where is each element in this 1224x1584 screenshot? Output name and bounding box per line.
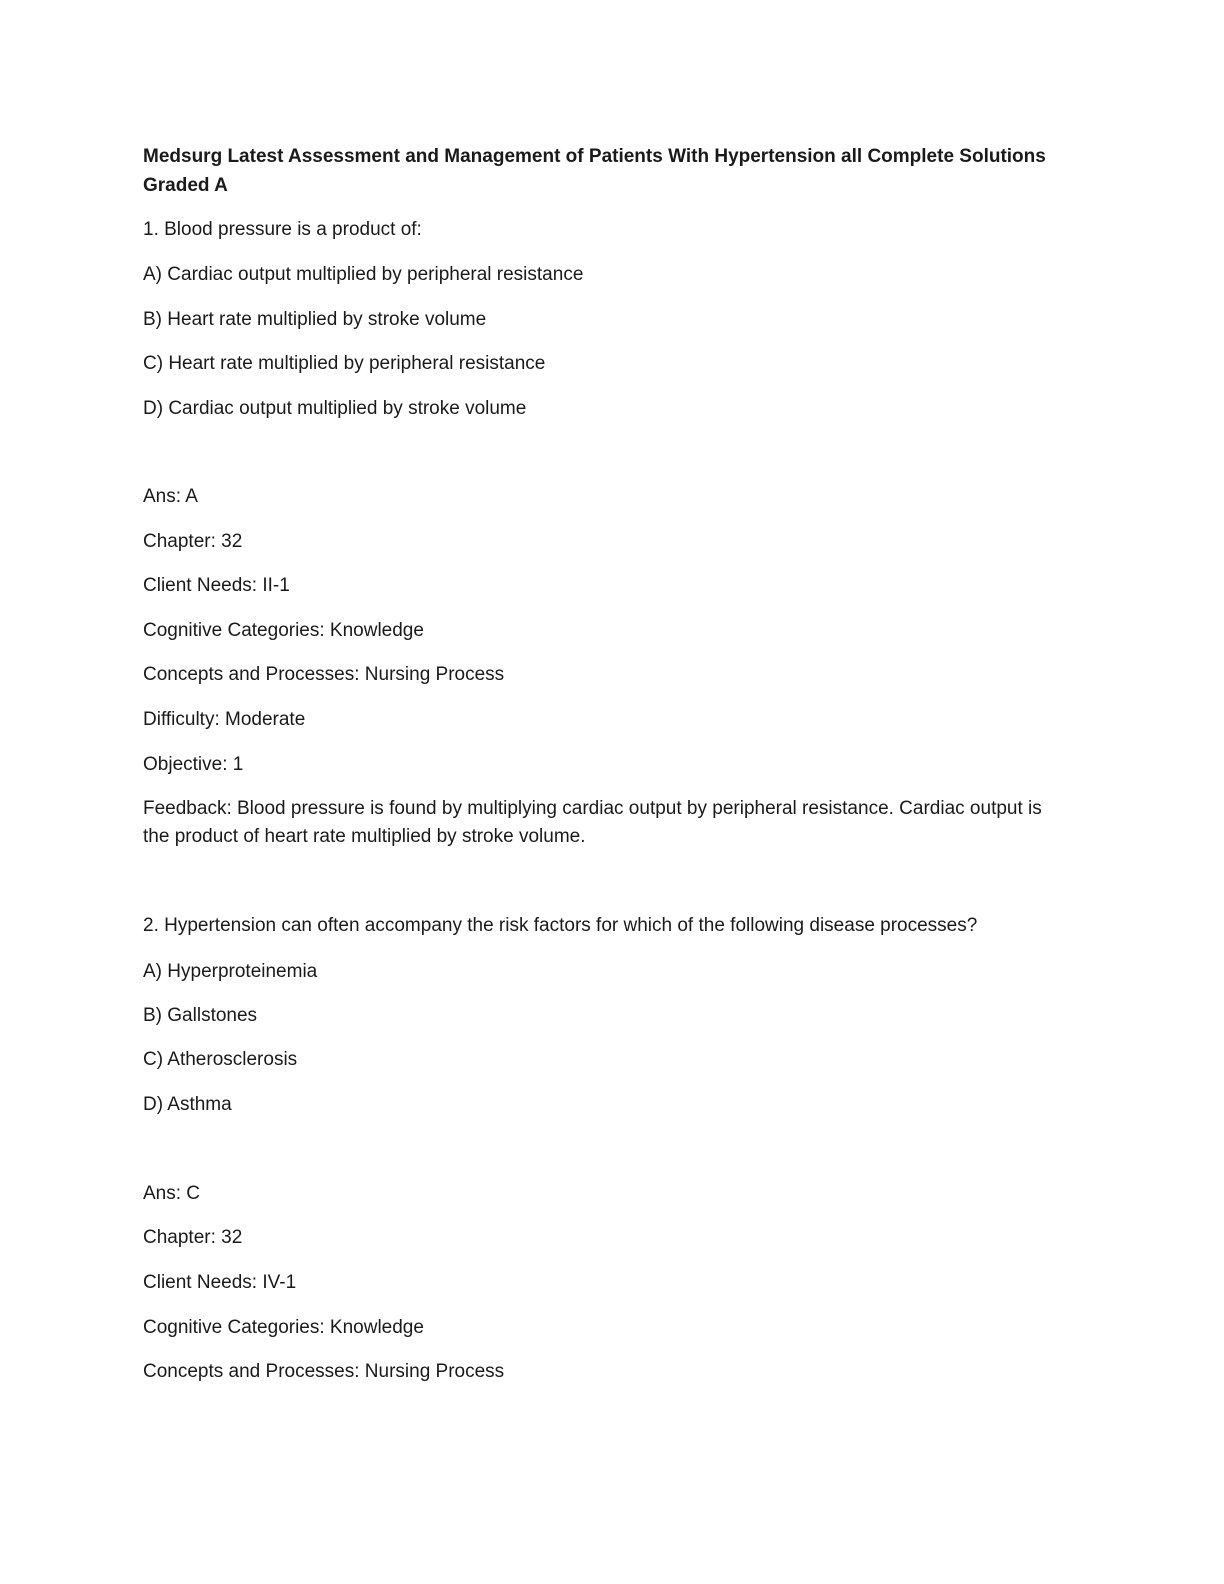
document-title: Medsurg Latest Assessment and Management of Patients With Hypertension all Complete Solutions Graded A [143, 146, 1046, 196]
question-1-cognitive-categories: Cognitive Categories: Knowledge [143, 620, 424, 641]
question-1-client-needs: Client Needs: II-1 [143, 575, 290, 596]
question-2-option-a: A) Hyperproteinemia [143, 961, 318, 982]
question-2-option-b: B) Gallstones [143, 1005, 258, 1026]
question-2-option-c: C) Atherosclerosis [143, 1049, 298, 1070]
question-2-concepts-processes: Concepts and Processes: Nursing Process [143, 1361, 505, 1382]
question-2-chapter: Chapter: 32 [143, 1227, 243, 1248]
question-2-stem: 2. Hypertension can often accompany the risk factors for which of the following disease processes? [143, 915, 978, 936]
question-2-cognitive-categories: Cognitive Categories: Knowledge [143, 1317, 424, 1338]
question-1-objective: Objective: 1 [143, 754, 244, 775]
question-1-chapter: Chapter: 32 [143, 531, 243, 552]
question-1-feedback: Feedback: Blood pressure is found by multiplying cardiac output by peripheral resistance. Cardiac output is the product of heart rate multiplied by stroke volume. [143, 798, 1042, 847]
question-1-answer: Ans: A [143, 486, 198, 507]
question-1-option-d: D) Cardiac output multiplied by stroke volume [143, 398, 527, 419]
question-2-option-d: D) Asthma [143, 1094, 232, 1115]
question-1-option-c: C) Heart rate multiplied by peripheral resistance [143, 353, 546, 374]
question-1-option-b: B) Heart rate multiplied by stroke volume [143, 309, 487, 330]
question-2-answer: Ans: C [143, 1183, 201, 1204]
question-1-stem: 1. Blood pressure is a product of: [143, 219, 422, 240]
question-1-difficulty: Difficulty: Moderate [143, 709, 306, 730]
question-2-client-needs: Client Needs: IV-1 [143, 1272, 297, 1293]
question-1-option-a: A) Cardiac output multiplied by peripheral resistance [143, 264, 584, 285]
question-1-concepts-processes: Concepts and Processes: Nursing Process [143, 664, 505, 685]
